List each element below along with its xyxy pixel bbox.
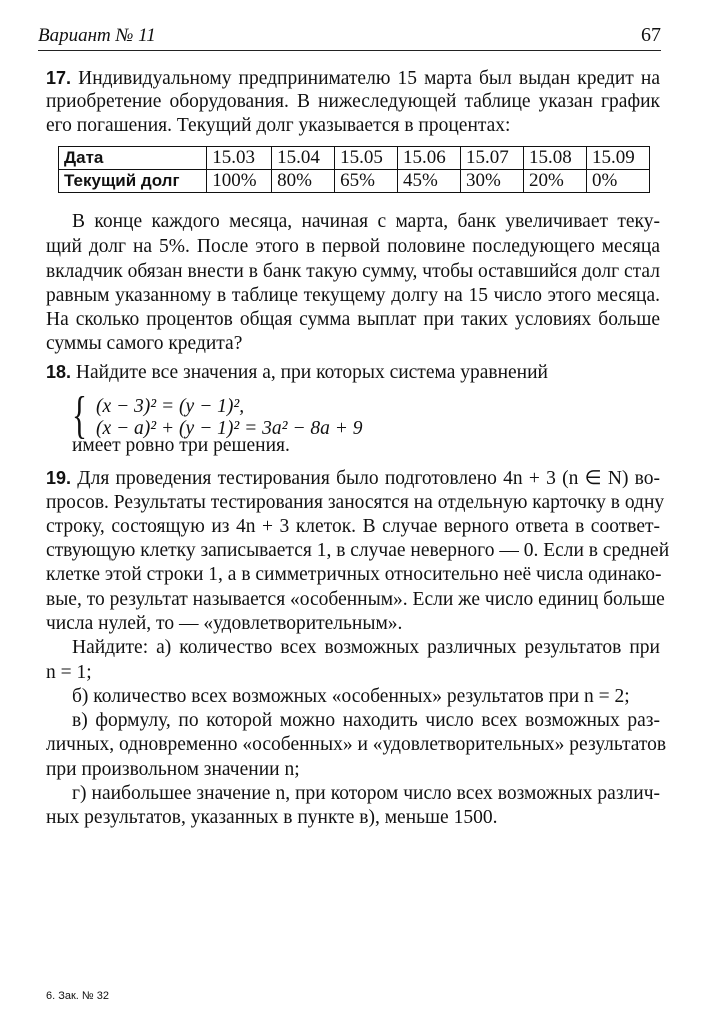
table-cell: 20%: [523, 170, 586, 193]
table-cell: 15.08: [523, 147, 586, 170]
question-c: в) формулу, по которой можно находить число всех возможных раз-: [72, 710, 660, 731]
problem-17-line: 17. Индивидуальному предпринимателю 15 марта был выдан кредит на: [46, 68, 661, 89]
problem-17-line: приобретение оборудования. В нижеследующей таблице указан график: [46, 91, 660, 112]
problem-19-line: клетке этой строки 1, а в симметричных относительно неё числа одинако-: [46, 564, 662, 585]
question-c: при произвольном значении n;: [46, 759, 300, 780]
problem-19-line: 19. Для проведения тестирования было подготовлено 4n + 3 (n ∈ N) во-: [46, 468, 661, 489]
table-cell: 15.07: [461, 147, 524, 170]
print-signature: 6. Зак. № 32: [46, 990, 110, 1002]
table-cell: 15.09: [586, 147, 649, 170]
problem-17-text: щий долг на 5%. После этого в первой половине последующего месяца: [46, 236, 660, 257]
question-d: г) наибольшее значение n, при котором число всех возможных различ-: [72, 783, 660, 804]
table-cell: 0%: [586, 170, 649, 193]
question-c: личных, одновременно «особенных» и «удовлетворительных» результатов: [46, 734, 667, 755]
question-d: ных результатов, указанных в пункте в), меньше 1500.: [46, 807, 498, 828]
table-cell: 30%: [461, 170, 524, 193]
problem-17-text: В конце каждого месяца, начиная с марта, банк увеличивает теку-: [72, 211, 660, 232]
problem-17-text: равным указанному в таблице текущему долгу на 15 число этого месяца.: [46, 285, 660, 306]
problem-number: 18.: [46, 362, 72, 382]
brace-icon: {: [72, 387, 87, 444]
repayment-table: [58, 146, 650, 193]
problem-17-text: суммы самого кредита?: [46, 333, 243, 354]
problem-number: 17.: [46, 68, 72, 88]
question-a: n = 1;: [46, 662, 92, 683]
problem-19-line: ствующую клетку записывается 1, в случае неверного — 0. Если в средней: [46, 540, 670, 561]
variant-title: Вариант № 11: [38, 25, 156, 46]
page-number: 67: [641, 24, 661, 46]
question-a: Найдите: а) количество всех возможных различных результатов при: [72, 637, 660, 658]
table-header: Дата: [59, 147, 207, 170]
problem-18-line: имеет ровно три решения.: [72, 435, 290, 456]
table-cell: 15.05: [335, 147, 398, 170]
table-cell: 100%: [207, 170, 272, 193]
table-cell: 65%: [335, 170, 398, 193]
problem-number: 19.: [46, 468, 72, 488]
table-cell: 15.06: [398, 147, 461, 170]
equation-2: (x − a)² + (y − 1)² = 3a² − 8a + 9: [96, 418, 363, 439]
problem-19-line: просов. Результаты тестирования заносятся на отдельную карточку в одну: [46, 492, 665, 513]
problem-19-line: числа нулей, то — «удовлетворительным».: [46, 613, 403, 634]
table-cell: 80%: [272, 170, 335, 193]
problem-18-line: 18. Найдите все значения a, при которых система уравнений: [46, 362, 548, 383]
table-cell: 15.04: [272, 147, 335, 170]
equation-1: (x − 3)² = (y − 1)²,: [96, 396, 245, 417]
table-header: Текущий долг: [59, 170, 207, 193]
running-header: [38, 22, 661, 51]
problem-19-line: вые, то результат называется «особенным». Если же число единиц больше: [46, 589, 665, 610]
problem-17-line: его погашения. Текущий долг указывается в процентах:: [46, 115, 511, 136]
table-cell: 45%: [398, 170, 461, 193]
problem-17-text: На сколько процентов общая сумма выплат при таких условиях больше: [46, 309, 660, 330]
problem-19-line: строку, состоящую из 4n + 3 клеток. В случае верного ответа в соответ-: [46, 516, 660, 537]
table-row-debt: [59, 170, 650, 193]
table-row-dates: [59, 147, 650, 170]
table-cell: 15.03: [207, 147, 272, 170]
question-b: б) количество всех возможных «особенных» результатов при n = 2;: [72, 686, 630, 707]
problem-17-text: вкладчик обязан внести в банк такую сумму, чтобы оставшийся долг стал: [46, 261, 660, 282]
